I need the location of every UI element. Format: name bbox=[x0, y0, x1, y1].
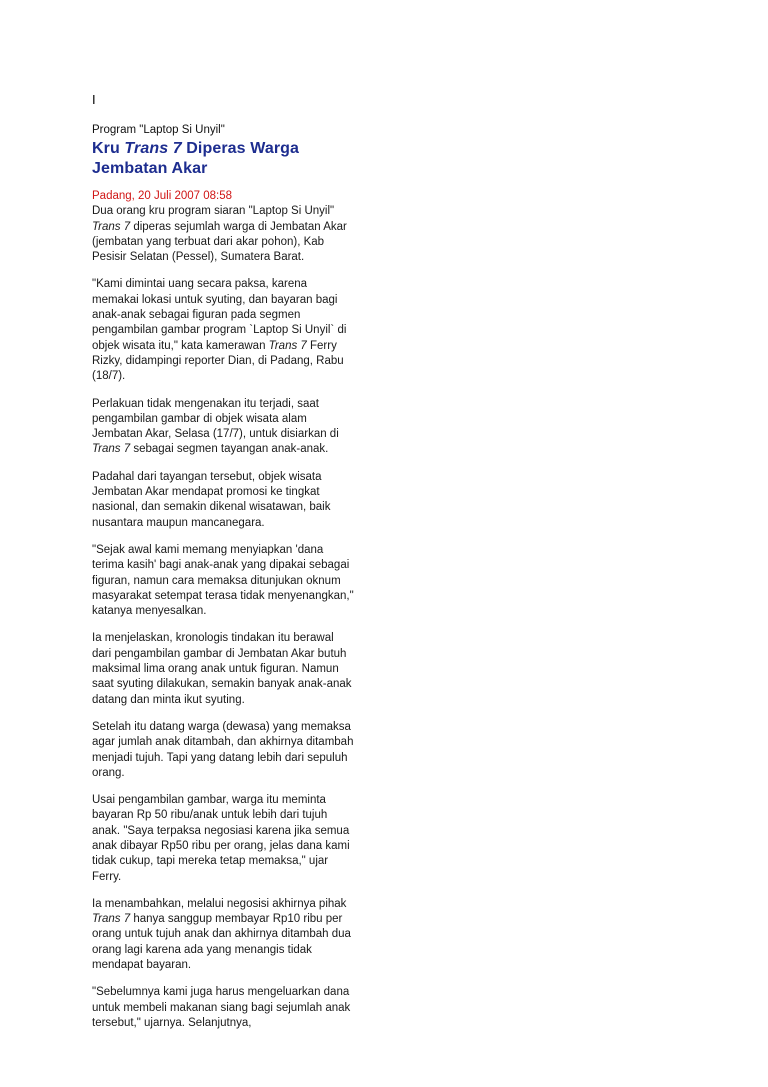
article-headline bbox=[92, 139, 354, 179]
article-paragraph bbox=[92, 985, 354, 1031]
headline-emphasis: Trans 7 bbox=[124, 140, 182, 157]
paragraph-text: Setelah itu datang warga (dewasa) yang memaksa agar jumlah anak ditambah, dan akhirnya ditambah menjadi tujuh. Tapi yang datang lebih dari sepuluh orang. bbox=[92, 720, 354, 779]
paragraph-text: Ia menambahkan, melalui negosisi akhirnya pihak bbox=[92, 897, 347, 910]
paragraph-text: Ia menjelaskan, kronologis tindakan itu berawal dari pengambilan gambar di Jembatan Akar butuh maksimal lima orang anak untuk figuran. Namun saat syuting dilakukan, semakin banyak anak-anak datang dan minta ikut syuting. bbox=[92, 632, 352, 706]
paragraph-text: Dua orang kru program siaran "Laptop Si Unyil" bbox=[92, 205, 335, 218]
article-body bbox=[92, 204, 354, 1031]
paragraph-text: Padahal dari tayangan tersebut, objek wisata Jembatan Akar mendapat promosi ke tingkat nasional, dan semakin dikenal wisatawan, baik nusantara maupun mancanegara. bbox=[92, 470, 331, 529]
article-paragraph bbox=[92, 204, 354, 265]
paragraph-text: Perlakuan tidak mengenakan itu terjadi, saat pengambilan gambar di objek wisata alam Jembatan Akar, Selasa (17/7), untuk disiarkan di bbox=[92, 397, 339, 441]
article-paragraph bbox=[92, 397, 354, 458]
paragraph-text: "Kami dimintai uang secara paksa, karena memakai lokasi untuk syuting, dan bayaran bagi anak-anak sebagai figuran pada segmen pengambilan gambar program `Laptop Si Unyil` di objek wisata itu," kata kamerawan bbox=[92, 278, 347, 352]
article-kicker: Program "Laptop Si Unyil" bbox=[92, 124, 225, 136]
paragraph-emphasis: Trans 7 bbox=[92, 913, 131, 926]
article-paragraph bbox=[92, 631, 354, 707]
article-paragraph bbox=[92, 720, 354, 781]
article-dateline: Padang, 20 Juli 2007 08:58 bbox=[92, 190, 233, 202]
paragraph-text: Usai pengambilan gambar, warga itu meminta bayaran Rp 50 ribu/anak untuk lebih dari tujuh anak. "Saya terpaksa negosiasi karena jika semua anak dibayar Rp50 ribu per orang, jelas dana kami tidak cukup, tapi mereka tetap memaksa," ujar Ferry. bbox=[92, 794, 350, 883]
article-page bbox=[92, 92, 354, 1043]
paragraph-text: Ferry Rizky, didampingi reporter Dian, di Padang, Rabu (18/7). bbox=[92, 339, 344, 383]
headline-prefix: Kru bbox=[92, 140, 125, 157]
article-paragraph bbox=[92, 543, 354, 619]
paragraph-text: "Sejak awal kami memang menyiapkan 'dana terima kasih' bagi anak-anak yang dipakai sebagai figuran, namun cara memaksa ditunjukan oknum masyarakat setempat terasa tidak menyenangkan," katanya menyesalkan. bbox=[92, 543, 354, 618]
headline-suffix: Diperas Warga Jembatan Akar bbox=[92, 140, 300, 177]
article-paragraph bbox=[92, 793, 354, 885]
paragraph-text: "Sebelumnya kami juga harus mengeluarkan dana untuk membeli makanan siang bagi sejumlah anak tersebut," ujarnya. Selanjutnya, bbox=[92, 986, 351, 1029]
paragraph-emphasis: Trans 7 bbox=[92, 443, 131, 456]
text-cursor-mark: I bbox=[92, 92, 96, 107]
paragraph-text: hanya sanggup membayar Rp10 ribu per orang untuk tujuh anak dan akhirnya ditambah dua orang lagi karena ada yang menangis tidak mendapat bayaran. bbox=[92, 913, 351, 972]
article-paragraph bbox=[92, 897, 354, 973]
article-paragraph bbox=[92, 470, 354, 531]
article-paragraph bbox=[92, 277, 354, 384]
paragraph-text: diperas sejumlah warga di Jembatan Akar (jembatan yang terbuat dari akar pohon), Kab Pesisir Selatan (Pessel), Sumatera Barat. bbox=[92, 220, 347, 264]
paragraph-emphasis: Trans 7 bbox=[268, 339, 307, 352]
paragraph-text: sebagai segmen tayangan anak-anak. bbox=[130, 443, 329, 456]
paragraph-emphasis: Trans 7 bbox=[92, 220, 131, 233]
